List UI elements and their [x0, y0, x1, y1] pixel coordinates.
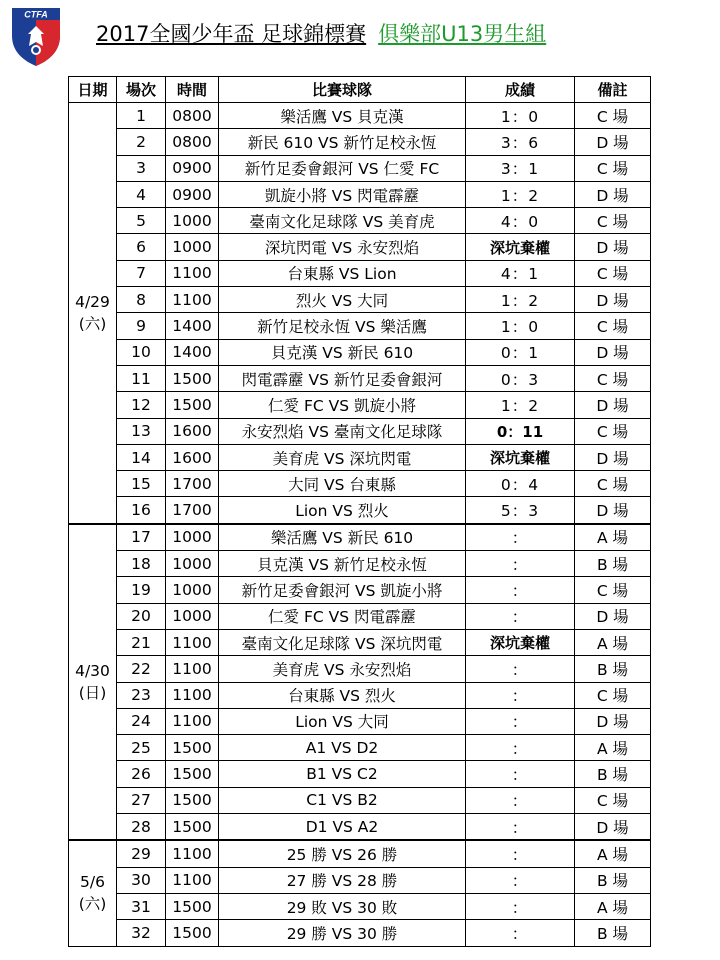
table-row [69, 234, 651, 260]
match-no-cell: 23 [117, 682, 166, 708]
score-cell: 1：0 [466, 103, 575, 129]
teams-cell: 仁愛 FC VS 凱旋小將 [219, 392, 466, 418]
table-row [69, 208, 651, 234]
score-cell: ： [466, 656, 575, 682]
field-cell: C 場 [575, 155, 651, 181]
match-no-cell: 24 [117, 708, 166, 734]
match-no-cell: 4 [117, 181, 166, 207]
field-cell: B 場 [575, 867, 651, 893]
score-cell: 深坑棄權 [466, 234, 575, 260]
header-match-no: 場次 [117, 77, 166, 103]
teams-cell: 台東縣 VS 烈火 [219, 682, 466, 708]
logo-text: CTFA [24, 9, 48, 20]
teams-cell: 美育虎 VS 深坑閃電 [219, 444, 466, 470]
match-no-cell: 28 [117, 814, 166, 841]
field-cell: B 場 [575, 761, 651, 787]
score-cell: 1：0 [466, 313, 575, 339]
field-cell: B 場 [575, 656, 651, 682]
time-cell: 1000 [166, 603, 219, 629]
field-cell: C 場 [575, 365, 651, 391]
field-cell: D 場 [575, 129, 651, 155]
field-cell: C 場 [575, 313, 651, 339]
table-row [69, 629, 651, 655]
score-cell: ： [466, 551, 575, 577]
table-row [69, 867, 651, 893]
score-cell: 1：2 [466, 287, 575, 313]
field-cell: D 場 [575, 234, 651, 260]
score-cell: ： [466, 867, 575, 893]
table-row [69, 708, 651, 734]
time-cell: 1400 [166, 313, 219, 339]
teams-cell: A1 VS D2 [219, 735, 466, 761]
table-row [69, 181, 651, 207]
score-cell: 深坑棄權 [466, 444, 575, 470]
score-cell: ： [466, 682, 575, 708]
table-row [69, 339, 651, 365]
date-cell [69, 840, 117, 946]
table-row [69, 129, 651, 155]
match-no-cell: 7 [117, 260, 166, 286]
time-cell: 1500 [166, 787, 219, 813]
score-cell: ： [466, 814, 575, 841]
teams-cell: Lion VS 大同 [219, 708, 466, 734]
table-row [69, 155, 651, 181]
date-text: 4/29 [75, 292, 110, 311]
field-cell: A 場 [575, 735, 651, 761]
teams-cell: 樂活鷹 VS 新民 610 [219, 524, 466, 551]
teams-cell: 27 勝 VS 28 勝 [219, 867, 466, 893]
time-cell: 1500 [166, 814, 219, 841]
time-cell: 1100 [166, 287, 219, 313]
table-row [69, 735, 651, 761]
score-cell: 0：11 [466, 418, 575, 444]
score-cell: 3：1 [466, 155, 575, 181]
date-cell [69, 103, 117, 524]
score-cell: 1：2 [466, 181, 575, 207]
field-cell: C 場 [575, 418, 651, 444]
field-cell: D 場 [575, 339, 651, 365]
division-title: 俱樂部U13男生組 [378, 22, 547, 46]
match-no-cell: 12 [117, 392, 166, 418]
teams-cell: 永安烈焰 VS 臺南文化足球隊 [219, 418, 466, 444]
table-row [69, 787, 651, 813]
match-no-cell: 27 [117, 787, 166, 813]
date-text: 4/30 [75, 662, 110, 681]
time-cell: 1700 [166, 471, 219, 497]
time-cell: 1100 [166, 656, 219, 682]
score-cell: ： [466, 787, 575, 813]
teams-cell: 大同 VS 台東縣 [219, 471, 466, 497]
field-cell: D 場 [575, 444, 651, 470]
field-cell: A 場 [575, 524, 651, 551]
time-cell: 1100 [166, 867, 219, 893]
teams-cell: Lion VS 烈火 [219, 497, 466, 524]
time-cell: 1600 [166, 444, 219, 470]
shield-emblem-icon [10, 6, 62, 68]
field-cell: B 場 [575, 551, 651, 577]
teams-cell: 臺南文化足球隊 VS 深坑閃電 [219, 629, 466, 655]
time-cell: 0900 [166, 155, 219, 181]
teams-cell: 25 勝 VS 26 勝 [219, 840, 466, 867]
match-no-cell: 18 [117, 551, 166, 577]
field-cell: C 場 [575, 260, 651, 286]
table-row [69, 418, 651, 444]
time-cell: 0800 [166, 129, 219, 155]
teams-cell: 樂活鷹 VS 貝克漢 [219, 103, 466, 129]
time-cell: 0800 [166, 103, 219, 129]
table-row [69, 103, 651, 129]
table-row [69, 920, 651, 946]
score-cell: ： [466, 708, 575, 734]
teams-cell: 仁愛 FC VS 閃電霹靂 [219, 603, 466, 629]
table-row [69, 471, 651, 497]
score-cell: 深坑棄權 [466, 629, 575, 655]
page-title [96, 18, 546, 48]
match-no-cell: 5 [117, 208, 166, 234]
score-cell: ： [466, 761, 575, 787]
teams-cell: 貝克漢 VS 新竹足校永恆 [219, 551, 466, 577]
field-cell: C 場 [575, 471, 651, 497]
time-cell: 1400 [166, 339, 219, 365]
field-cell: D 場 [575, 392, 651, 418]
score-cell: ： [466, 893, 575, 919]
field-cell: D 場 [575, 708, 651, 734]
time-cell: 1700 [166, 497, 219, 524]
time-cell: 1100 [166, 708, 219, 734]
time-cell: 1100 [166, 629, 219, 655]
table-row [69, 656, 651, 682]
score-cell: 0：3 [466, 365, 575, 391]
table-row [69, 524, 651, 551]
field-cell: D 場 [575, 287, 651, 313]
match-no-cell: 15 [117, 471, 166, 497]
time-cell: 1500 [166, 365, 219, 391]
time-cell: 1500 [166, 893, 219, 919]
field-cell: C 場 [575, 208, 651, 234]
teams-cell: 台東縣 VS Lion [219, 260, 466, 286]
teams-cell: 深坑閃電 VS 永安烈焰 [219, 234, 466, 260]
match-no-cell: 30 [117, 867, 166, 893]
teams-cell: 烈火 VS 大同 [219, 287, 466, 313]
match-no-cell: 17 [117, 524, 166, 551]
score-cell: ： [466, 735, 575, 761]
score-cell: ： [466, 920, 575, 946]
time-cell: 1600 [166, 418, 219, 444]
teams-cell: C1 VS B2 [219, 787, 466, 813]
score-cell: 4：0 [466, 208, 575, 234]
match-no-cell: 25 [117, 735, 166, 761]
field-cell: A 場 [575, 893, 651, 919]
match-no-cell: 20 [117, 603, 166, 629]
table-row [69, 313, 651, 339]
match-no-cell: 31 [117, 893, 166, 919]
match-schedule-table [68, 76, 651, 947]
match-no-cell: 1 [117, 103, 166, 129]
match-no-cell: 29 [117, 840, 166, 867]
teams-cell: 新竹足校永恆 VS 樂活鷹 [219, 313, 466, 339]
table-row [69, 603, 651, 629]
time-cell: 1000 [166, 551, 219, 577]
time-cell: 1500 [166, 761, 219, 787]
match-no-cell: 16 [117, 497, 166, 524]
table-row [69, 551, 651, 577]
table-row [69, 365, 651, 391]
table-row [69, 287, 651, 313]
field-cell: D 場 [575, 814, 651, 841]
table-row [69, 260, 651, 286]
header-date: 日期 [69, 77, 117, 103]
table-row [69, 497, 651, 524]
field-cell: B 場 [575, 920, 651, 946]
teams-cell: 29 敗 VS 30 敗 [219, 893, 466, 919]
teams-cell: D1 VS A2 [219, 814, 466, 841]
weekday-text: (六) [78, 314, 107, 333]
schedule-body [69, 103, 651, 947]
score-cell: 4：1 [466, 260, 575, 286]
table-row [69, 814, 651, 841]
match-no-cell: 22 [117, 656, 166, 682]
time-cell: 1100 [166, 840, 219, 867]
time-cell: 1500 [166, 920, 219, 946]
time-cell: 1500 [166, 392, 219, 418]
match-no-cell: 32 [117, 920, 166, 946]
score-cell: ： [466, 840, 575, 867]
teams-cell: 新竹足委會銀河 VS 凱旋小將 [219, 577, 466, 603]
table-row [69, 761, 651, 787]
field-cell: D 場 [575, 181, 651, 207]
table-header-row [69, 77, 651, 103]
weekday-text: (六) [78, 895, 107, 914]
match-no-cell: 10 [117, 339, 166, 365]
score-cell: 0：4 [466, 471, 575, 497]
teams-cell: 貝克漢 VS 新民 610 [219, 339, 466, 365]
score-cell: 1：2 [466, 392, 575, 418]
score-cell: ： [466, 524, 575, 551]
time-cell: 1100 [166, 682, 219, 708]
time-cell: 0900 [166, 181, 219, 207]
score-cell: ： [466, 577, 575, 603]
match-no-cell: 9 [117, 313, 166, 339]
header-time: 時間 [166, 77, 219, 103]
header-teams: 比賽球隊 [219, 77, 466, 103]
teams-cell: 凱旋小將 VS 閃電霹靂 [219, 181, 466, 207]
match-no-cell: 11 [117, 365, 166, 391]
score-cell: 3：6 [466, 129, 575, 155]
score-cell: 5：3 [466, 497, 575, 524]
match-no-cell: 8 [117, 287, 166, 313]
score-cell: 0：1 [466, 339, 575, 365]
field-cell: D 場 [575, 603, 651, 629]
table-row [69, 840, 651, 867]
time-cell: 1000 [166, 524, 219, 551]
match-no-cell: 6 [117, 234, 166, 260]
score-cell: ： [466, 603, 575, 629]
header-score: 成績 [466, 77, 575, 103]
teams-cell: B1 VS C2 [219, 761, 466, 787]
teams-cell: 臺南文化足球隊 VS 美育虎 [219, 208, 466, 234]
field-cell: C 場 [575, 577, 651, 603]
match-no-cell: 13 [117, 418, 166, 444]
time-cell: 1100 [166, 260, 219, 286]
time-cell: 1000 [166, 577, 219, 603]
table-row [69, 893, 651, 919]
tournament-title: 2017全國少年盃 足球錦標賽 [96, 22, 367, 46]
time-cell: 1000 [166, 234, 219, 260]
teams-cell: 新竹足委會銀河 VS 仁愛 FC [219, 155, 466, 181]
time-cell: 1000 [166, 208, 219, 234]
match-no-cell: 2 [117, 129, 166, 155]
field-cell: D 場 [575, 497, 651, 524]
field-cell: C 場 [575, 103, 651, 129]
table-row [69, 682, 651, 708]
field-cell: C 場 [575, 787, 651, 813]
match-no-cell: 14 [117, 444, 166, 470]
teams-cell: 新民 610 VS 新竹足校永恆 [219, 129, 466, 155]
header-note: 備註 [575, 77, 651, 103]
match-no-cell: 26 [117, 761, 166, 787]
teams-cell: 29 勝 VS 30 勝 [219, 920, 466, 946]
date-cell [69, 524, 117, 841]
field-cell: C 場 [575, 682, 651, 708]
date-text: 5/6 [80, 873, 105, 892]
teams-cell: 閃電霹靂 VS 新竹足委會銀河 [219, 365, 466, 391]
teams-cell: 美育虎 VS 永安烈焰 [219, 656, 466, 682]
field-cell: A 場 [575, 629, 651, 655]
ctfa-logo [10, 6, 62, 68]
table-row [69, 444, 651, 470]
field-cell: A 場 [575, 840, 651, 867]
match-no-cell: 21 [117, 629, 166, 655]
table-row [69, 577, 651, 603]
time-cell: 1500 [166, 735, 219, 761]
weekday-text: (日) [78, 684, 107, 703]
match-no-cell: 19 [117, 577, 166, 603]
match-no-cell: 3 [117, 155, 166, 181]
table-row [69, 392, 651, 418]
